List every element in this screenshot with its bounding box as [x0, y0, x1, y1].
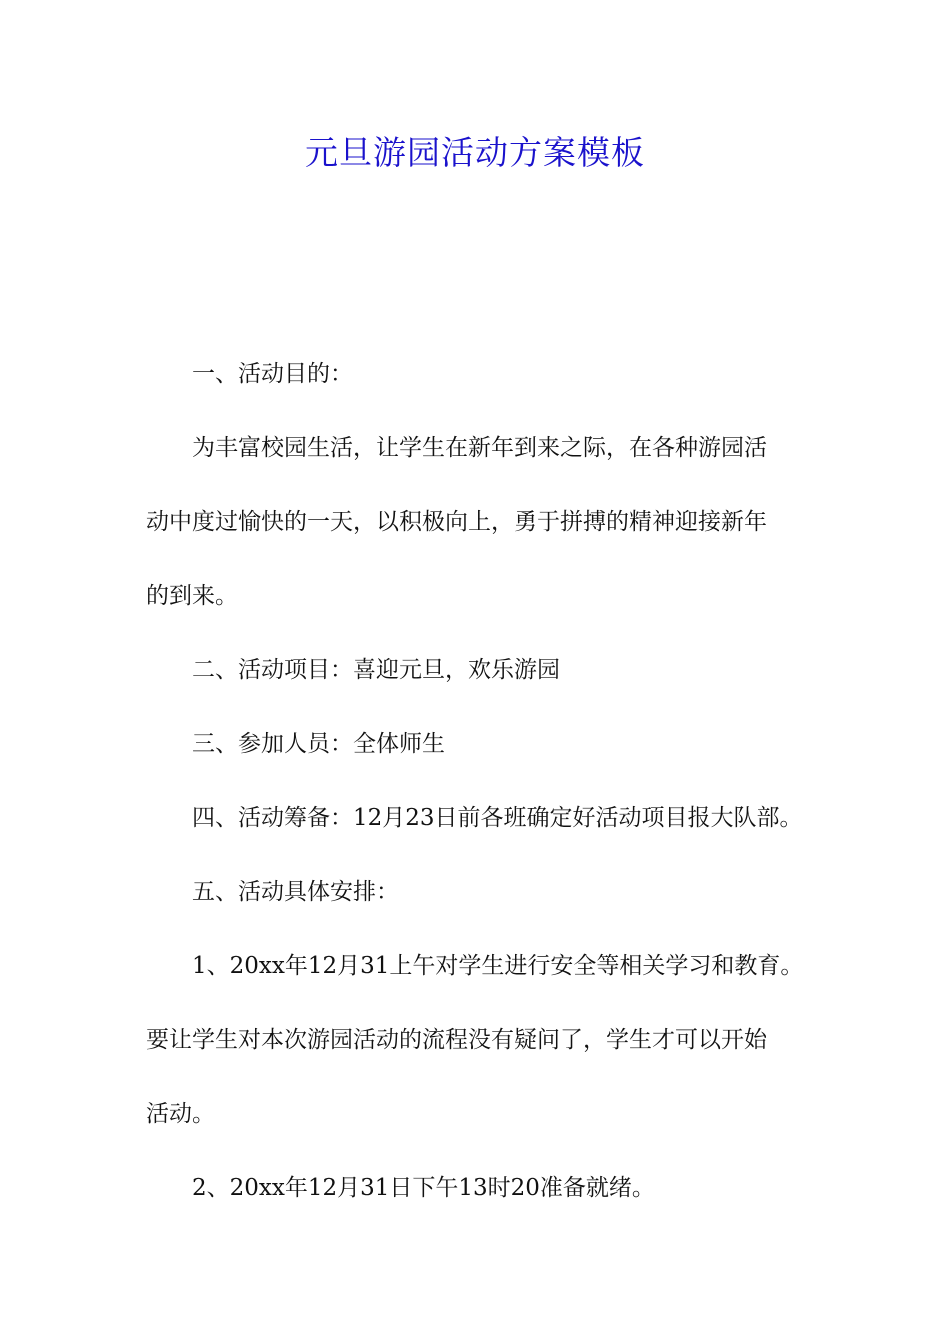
list-item-1: 1、20xx年12月31上午对学生进行安全等相关学习和教育。 — [192, 953, 804, 979]
section-heading-purpose: 一、活动目的： — [192, 361, 353, 387]
section-heading-participants: 三、参加人员：全体师生 — [192, 731, 445, 757]
paragraph-line: 的到来。 — [146, 583, 238, 609]
paragraph-line: 动中度过愉快的一天，以积极向上，勇于拼搏的精神迎接新年 — [146, 509, 767, 535]
document-body — [146, 337, 816, 1225]
section-heading-preparation: 四、活动筹备：12月23日前各班确定好活动项目报大队部。 — [192, 805, 803, 831]
document-title: 元旦游园活动方案模板 — [305, 133, 645, 172]
list-item-2: 2、20xx年12月31日下午13时20准备就绪。 — [192, 1175, 655, 1201]
section-heading-project: 二、活动项目：喜迎元旦，欢乐游园 — [192, 657, 560, 683]
paragraph-line: 活动。 — [146, 1101, 215, 1127]
section-heading-arrangement: 五、活动具体安排： — [192, 879, 399, 905]
paragraph-line: 要让学生对本次游园活动的流程没有疑问了，学生才可以开始 — [146, 1027, 767, 1053]
paragraph-line: 为丰富校园生活，让学生在新年到来之际，在各种游园活 — [192, 435, 767, 461]
